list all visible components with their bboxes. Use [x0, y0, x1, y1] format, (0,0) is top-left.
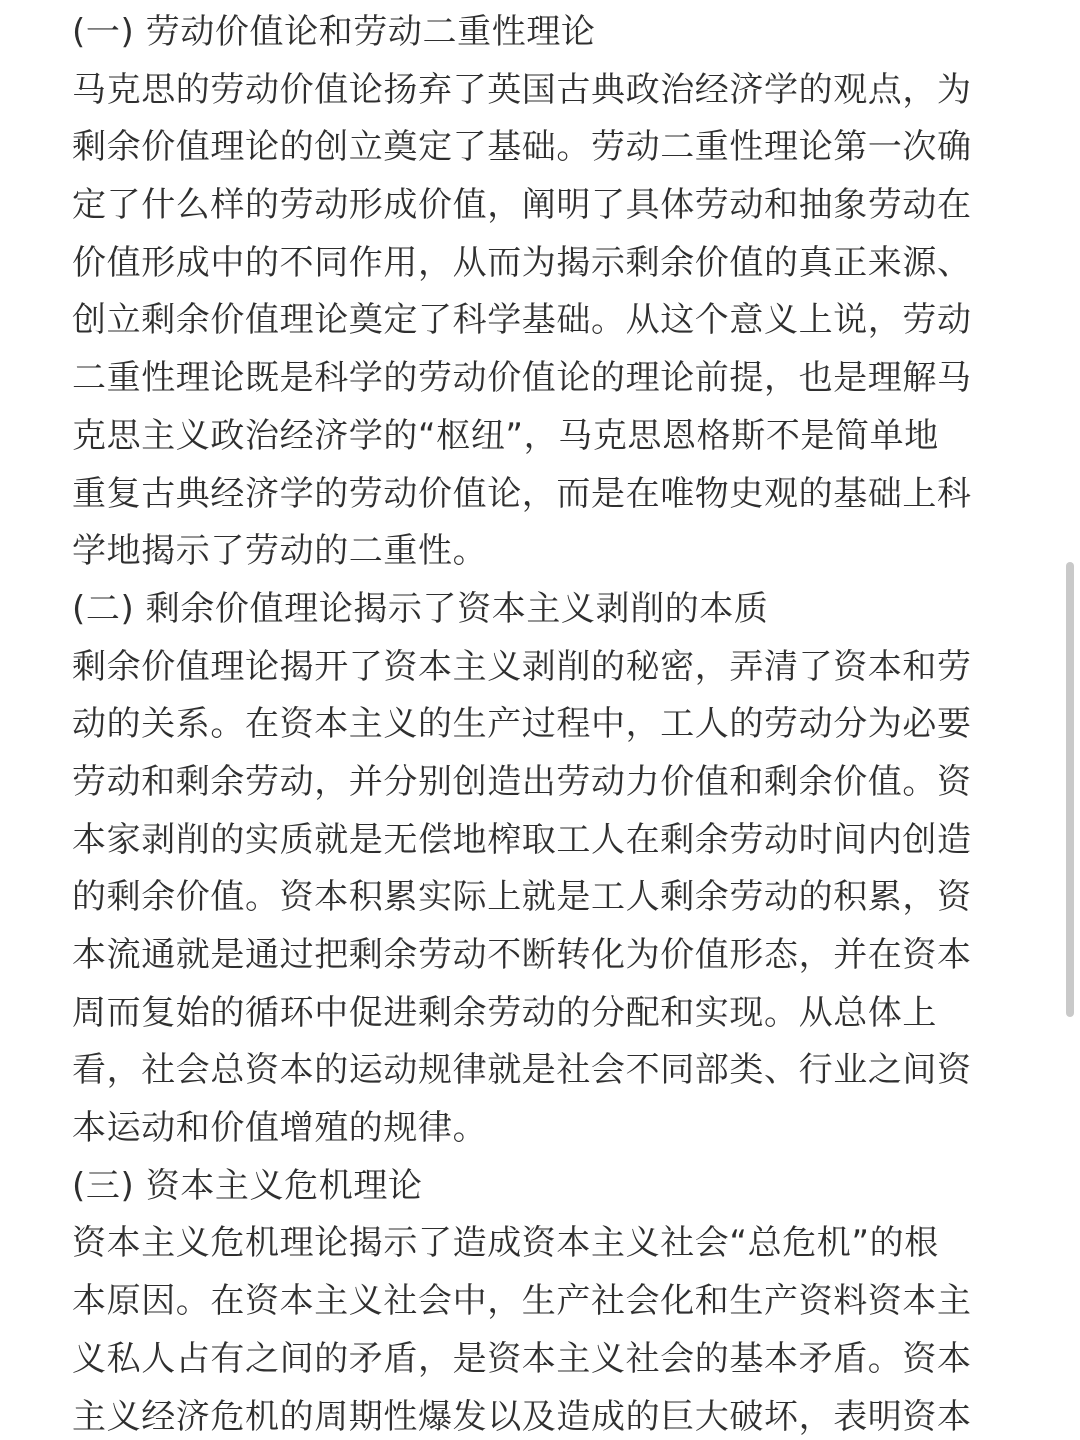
section-heading-3: (三) 资本主义危机理论 — [72, 1165, 423, 1206]
text-line: 马克思的劳动价值论扬弃了英国古典政治经济学的观点，为 — [72, 69, 972, 110]
text-line: 看，社会总资本的运动规律就是社会不同部类、行业之间资 — [72, 1050, 972, 1091]
text-line: 义私人占有之间的矛盾，是资本主义社会的基本矛盾。资本 — [72, 1338, 972, 1379]
text-line: 本运动和价值增殖的规律。 — [72, 1108, 488, 1149]
text-line: 周而复始的循环中促进剩余劳动的分配和实现。从总体上 — [72, 992, 937, 1033]
text-line: 主义经济危机的周期性爆发以及造成的巨大破坏，表明资本 — [72, 1396, 972, 1437]
text-line: 学地揭示了劳动的二重性。 — [72, 531, 488, 572]
text-line: 动的关系。在资本主义的生产过程中，工人的劳动分为必要 — [72, 704, 972, 745]
text-line: 定了什么样的劳动形成价值，阐明了具体劳动和抽象劳动在 — [72, 185, 972, 226]
text-line: 创立剩余价值理论奠定了科学基础。从这个意义上说，劳动 — [72, 300, 972, 341]
text-line: 本原因。在资本主义社会中，生产社会化和生产资料资本主 — [72, 1281, 972, 1322]
text-line: 重复古典经济学的劳动价值论，而是在唯物史观的基础上科 — [72, 473, 972, 514]
text-line: 的剩余价值。资本积累实际上就是工人剩余劳动的积累，资 — [72, 877, 972, 918]
text-line: 本家剥削的实质就是无偿地榨取工人在剩余劳动时间内创造 — [72, 819, 972, 860]
vertical-scrollbar[interactable] — [1066, 562, 1074, 1017]
text-line: 剩余价值理论揭开了资本主义剥削的秘密，弄清了资本和劳 — [72, 646, 972, 687]
text-line: 资本主义危机理论揭示了造成资本主义社会“总危机”的根 — [72, 1223, 939, 1264]
text-line: 本流通就是通过把剩余劳动不断转化为价值形态，并在资本 — [72, 935, 972, 975]
section-heading-1: (一) 劳动价值论和劳动二重性理论 — [72, 12, 596, 52]
text-line: 剩余价值理论的创立奠定了基础。劳动二重性理论第一次确 — [72, 127, 972, 168]
document-text — [72, 4, 1012, 1440]
section-heading-2: (二) 剩余价值理论揭示了资本主义剥削的本质 — [72, 588, 769, 629]
text-line: 价值形成中的不同作用，从而为揭示剩余价值的真正来源、 — [72, 242, 972, 283]
text-line: 二重性理论既是科学的劳动价值论的理论前提，也是理解马 — [72, 358, 972, 399]
text-line: 克思主义政治经济学的“枢纽”，马克思恩格斯不是简单地 — [72, 415, 939, 456]
text-line: 劳动和剩余劳动，并分别创造出劳动力价值和剩余价值。资 — [72, 761, 972, 802]
